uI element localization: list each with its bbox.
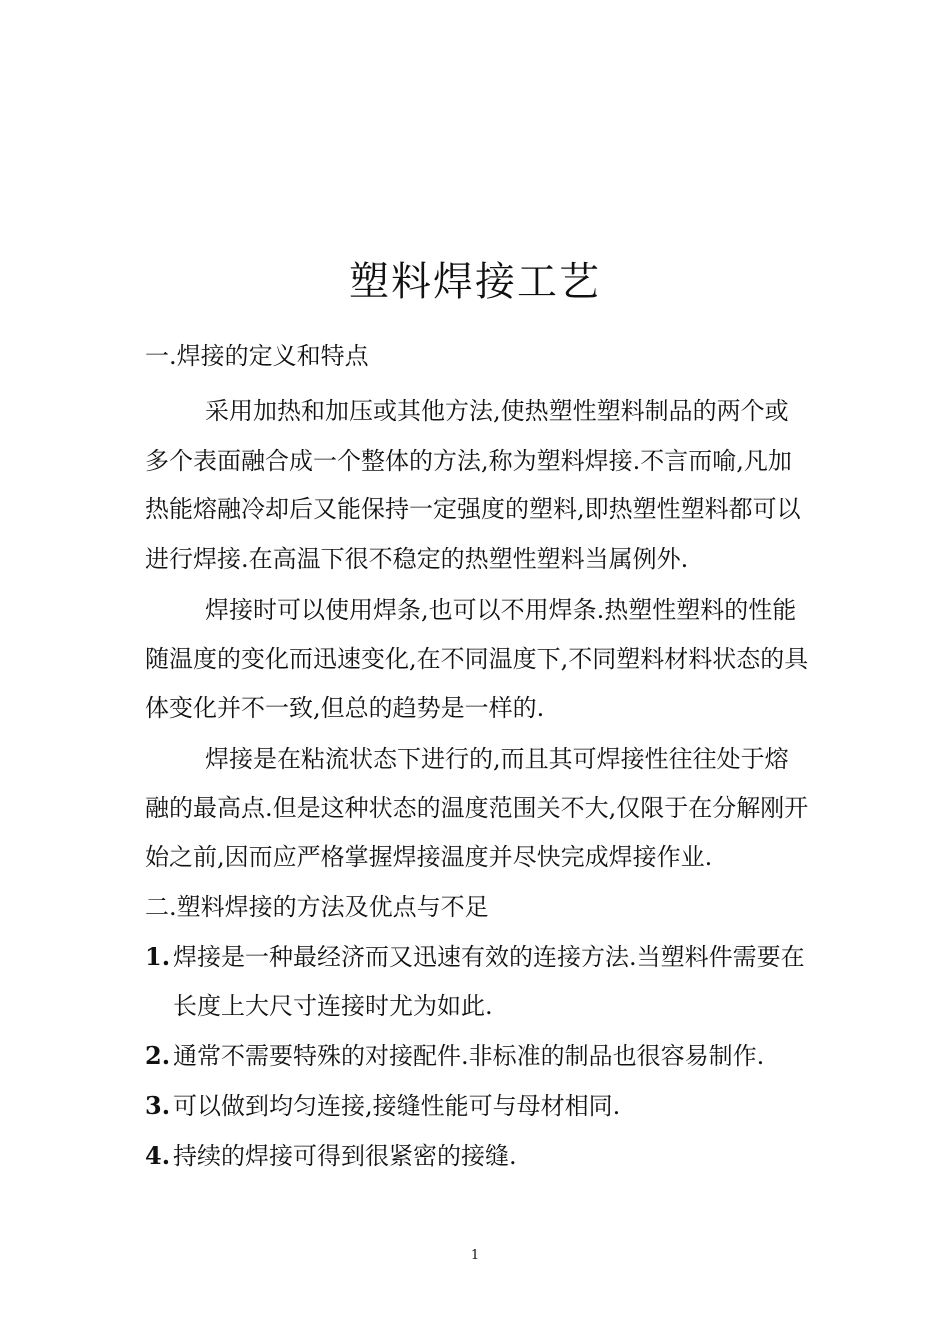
paragraph-line: 体变化并不一致,但总的趋势是一样的. <box>145 694 545 722</box>
section-heading-2: 二.塑料焊接的方法及优点与不足 <box>145 893 489 921</box>
list-item-text: 通常不需要特殊的对接配件.非标准的制品也很容易制作. <box>173 1042 765 1070</box>
paragraph-line: 热能熔融冷却后又能保持一定强度的塑料,即热塑性塑料都可以 <box>145 495 801 523</box>
paragraph-line: 焊接是在粘流状态下进行的,而且其可焊接性往往处于熔 <box>205 745 789 773</box>
list-item <box>145 1041 764 1071</box>
paragraph-line: 多个表面融合成一个整体的方法,称为塑料焊接.不言而喻,凡加 <box>145 447 792 475</box>
list-item-number: 4. <box>145 1141 171 1170</box>
list-item-number: 2. <box>145 1041 171 1070</box>
paragraph-line: 始之前,因而应严格掌握焊接温度并尽快完成焊接作业. <box>145 843 713 871</box>
paragraph-line: 融的最高点.但是这种状态的温度范围关不大,仅限于在分解刚开 <box>145 794 809 822</box>
document-title: 塑料焊接工艺 <box>349 259 601 305</box>
list-item <box>145 1141 517 1171</box>
list-item-number: 1. <box>145 942 171 971</box>
list-item <box>145 942 805 972</box>
paragraph-line: 采用加热和加压或其他方法,使热塑性塑料制品的两个或 <box>205 397 789 425</box>
paragraph-line: 进行焊接.在高温下很不稳定的热塑性塑料当属例外. <box>145 545 689 573</box>
paragraph-line: 随温度的变化而迅速变化,在不同温度下,不同塑料材料状态的具 <box>145 645 809 673</box>
list-item-text: 可以做到均匀连接,接缝性能可与母材相同. <box>173 1092 621 1120</box>
list-item-number: 3. <box>145 1091 171 1120</box>
list-item-text: 持续的焊接可得到很紧密的接缝. <box>173 1142 517 1170</box>
list-item-text: 焊接是一种最经济而又迅速有效的连接方法.当塑料件需要在 <box>173 943 805 971</box>
section-heading-1: 一.焊接的定义和特点 <box>145 342 369 370</box>
list-item <box>145 1091 620 1121</box>
list-item-continuation: 长度上大尺寸连接时尤为如此. <box>173 992 493 1020</box>
paragraph-line: 焊接时可以使用焊条,也可以不用焊条.热塑性塑料的性能 <box>205 596 797 624</box>
page-number: 1 <box>470 1248 480 1263</box>
